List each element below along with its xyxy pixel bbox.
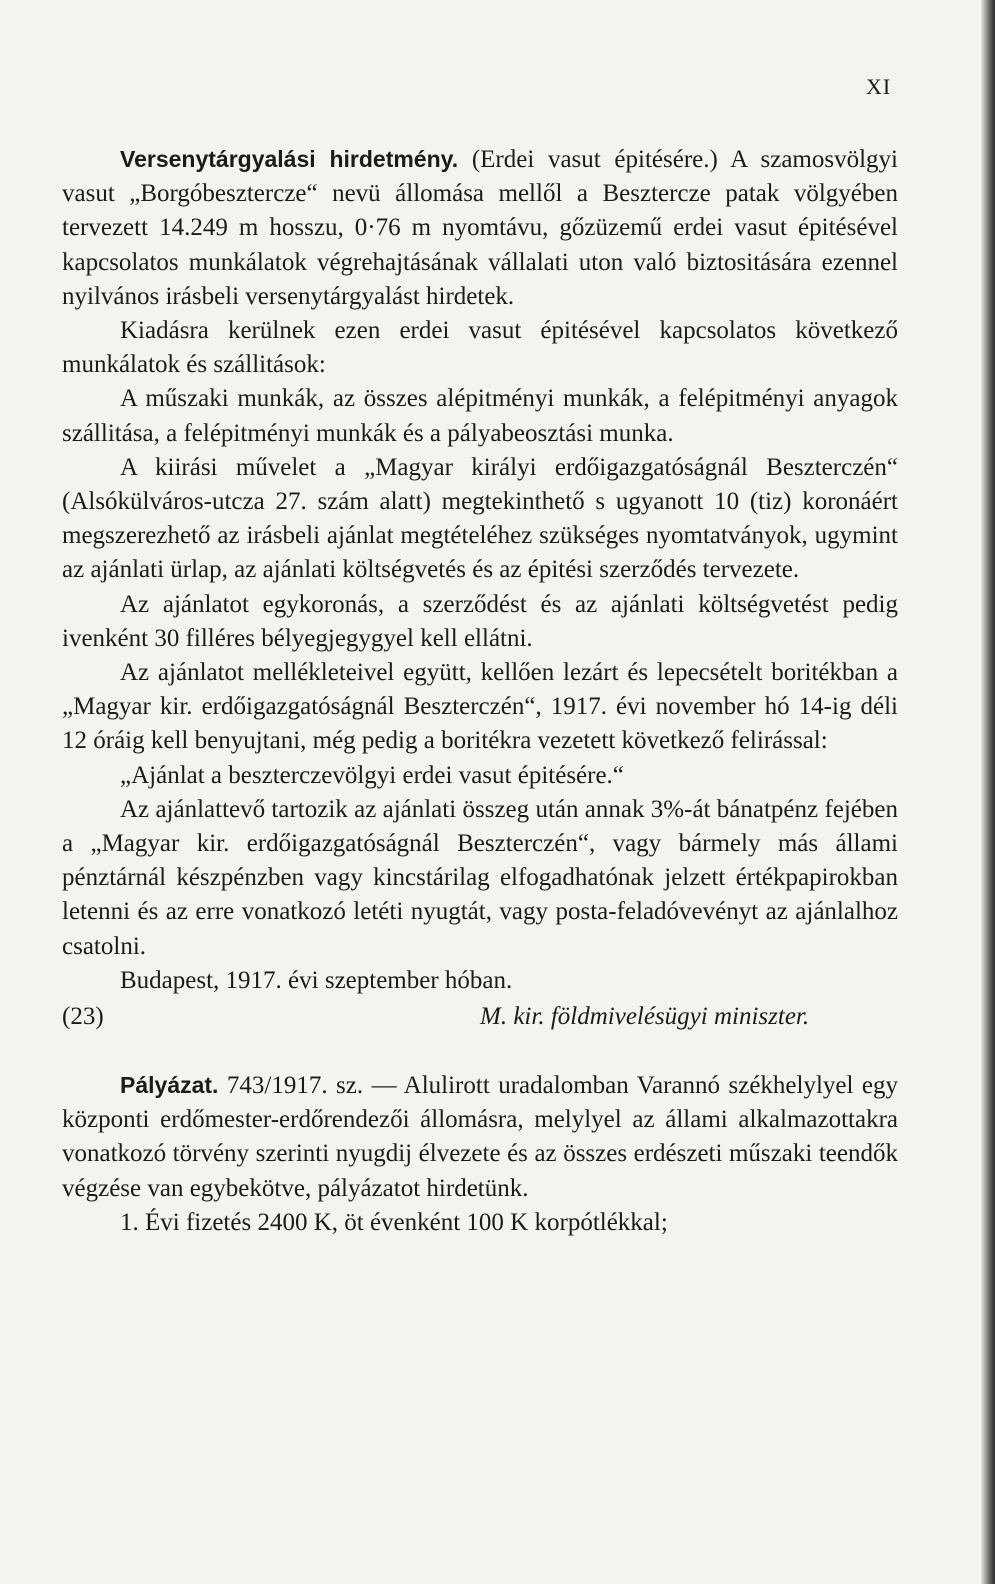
- notice2-intro-text: 743/1917. sz. — Alulirott uradalomban Varannó székhelylyel egy központi erdőmester-erdőrendezői állomásra, melylyel az állami alkalmazottakra vonatkozó törvény szerinti nyugdij élvezete és az összes erdészeti műszaki teendők végzése van egybekötve, pályázatot hirdetünk.: [62, 1072, 898, 1202]
- notice2-paragraph-1: [62, 1068, 898, 1206]
- notice1-date-line: Budapest, 1917. évi szeptember hóban.: [120, 966, 513, 994]
- page-number: XI: [866, 74, 892, 99]
- notice1-paragraph-5: Az ajánlatot egykoronás, a szerződést és az ajánlati költségvetést pedig ivenként 30 filléres bélyegjegygyel kell ellátni.: [62, 590, 898, 652]
- notice1-paragraph-2: Kiadásra kerülnek ezen erdei vasut épitésével kapcsolatos következő munkálatok és szállitások:: [62, 317, 898, 379]
- section-gap: [62, 1034, 898, 1068]
- notice1-paragraph-4: A kiirási művelet a „Magyar királyi erdőigazgatóságnál Beszterczén“ (Alsókülváros-utcza 27. szám alatt) megtekinthető s ugyanott 10 (tiz) koronáért megszerezhető az irásbeli ajánlat megtételéhez szükséges nyomtatványok, ugymint az ajánlati ürlap, az ajánlati költségvetés és az épitési szerződés tervezete.: [62, 453, 898, 584]
- notice1-paragraph-3: A műszaki munkák, az összes alépitményi munkák, a felépitményi anyagok szállitása, a felépitményi munkák és a pályabeosztási munka.: [62, 385, 898, 447]
- notice1-paragraph-7: „Ajánlat a beszterczevölgyi erdei vasut épitésére.“: [120, 761, 624, 789]
- page-edge-shadow: [981, 0, 995, 1584]
- notice1-paragraph-8: Az ajánlattevő tartozik az ajánlati összeg után annak 3%-át bánatpénz fejében a „Magyar kir. erdőigazgatóságnál Beszterczén“, vagy bármely más állami pénztárnál készpénzben vagy kincstárilag elfogadhatónak jelzett értékpapirokban letenni és az erre vonatkozó letéti nyugtát, vagy posta-feladóvevényt az ajánlalhoz csatolni.: [62, 795, 898, 960]
- notice1-paragraph-1: [62, 142, 898, 314]
- notice1-intro-text: (Erdei vasut épitésére.) A szamosvölgyi vasut „Borgóbesztercze“ nevü állomása mellől a Besztercze patak völgyében tervezett 14.249 m hosszu, 0·76 m nyomtávu, gőzüzemű erdei vasut épitésével kapcsolatos munkálatok végrehajtásának vállalati uton való biztositására ezennel nyilvános irásbeli versenytárgyalást hirdetek.: [62, 146, 898, 310]
- reference-number: (23): [62, 1003, 104, 1031]
- notice2-heading: Pályázat.: [120, 1072, 219, 1099]
- signature-line: [62, 1000, 898, 1034]
- notice1-paragraph-6: Az ajánlatot mellékleteivel együtt, kellően lezárt és lepecsételt boritékban a „Magyar kir. erdőigazgatóságnál Beszterczén“, 1917. évi november hó 14-ig déli 12 óráig kell benyujtani, még pedig a boritékra vezetett következő felirással:: [62, 659, 898, 755]
- notice2-paragraph-2: 1. Évi fizetés 2400 K, öt évenként 100 K korpótlékkal;: [120, 1208, 668, 1236]
- notice1-heading: Versenytárgyalási hirdetmény.: [120, 146, 459, 172]
- signature: M. kir. földmivelésügyi miniszter.: [480, 1003, 810, 1031]
- page-body: [62, 142, 898, 1240]
